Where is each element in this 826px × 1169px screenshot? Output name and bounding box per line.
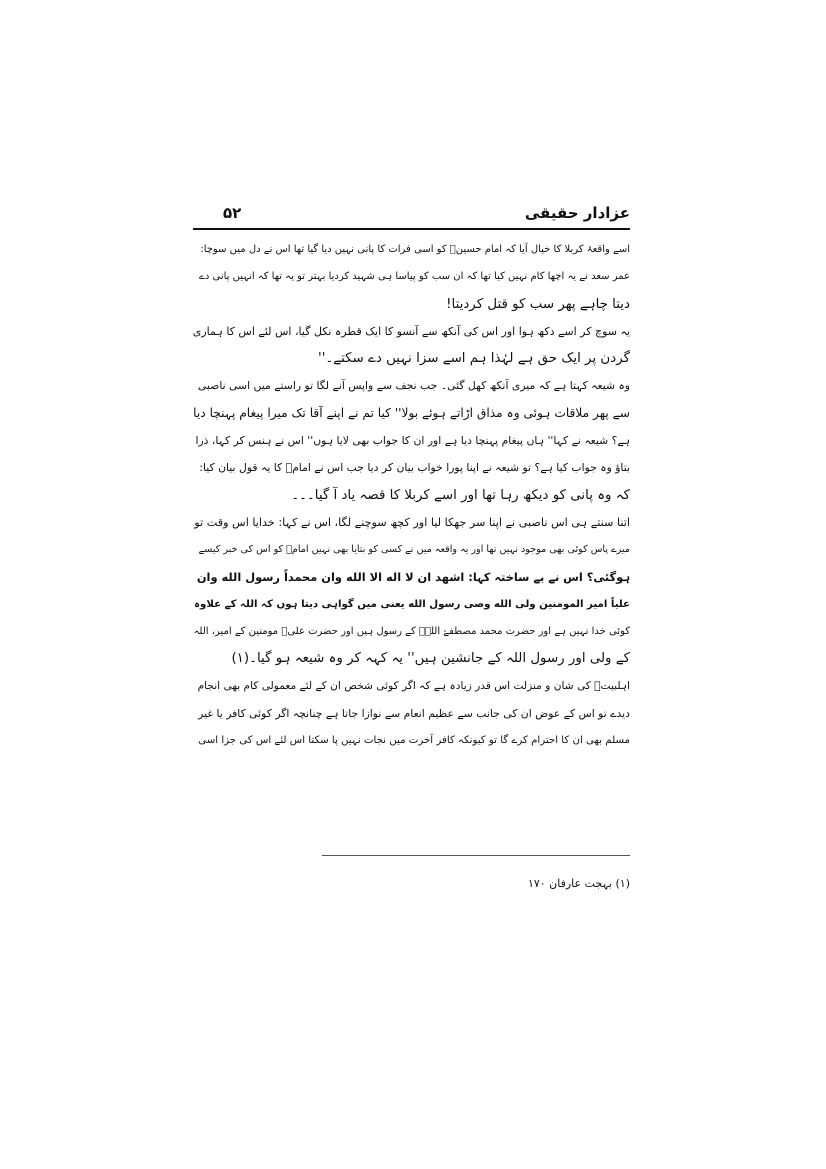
text-line: علياً امير المومنين ولى الله وصى رسول الله یعنی میں گواہی دیتا ہوں کہ اللہ کے علاوہ bbox=[194, 598, 630, 610]
text-line: کوئی خدا نہیں ہے اور حضرت محمد مصطفےٰ اللہؐ کے رسول ہیں اور حضرت علیؑ مومنین کے امیر، اللہ bbox=[193, 626, 630, 638]
page-header bbox=[193, 203, 630, 227]
text-line: وہ شیعہ کہتا ہے کہ میری آنکھ کھل گئی۔ جب نجف سے واپس آنے لگا تو راستے میں اسی ناصبی bbox=[197, 379, 630, 393]
text-line: دیتا چاہے پھر سب کو قتل کردیتا! bbox=[446, 296, 630, 312]
text-line: کہ وہ پانی کو دیکھ رہا تھا اور اسے کربلا کا قصہ یاد آ گیا۔۔۔ bbox=[291, 487, 630, 503]
header-rule bbox=[193, 228, 630, 230]
text-line: اتنا سنتے ہی اس ناصبی نے اپنا سر جھکا لیا اور کچھ سوچنے لگا، اس نے کہا: خدایا اس وقت تو bbox=[194, 515, 630, 529]
text-line: گردن پر ایک حق ہے لہٰذا ہم اسے سزا نہیں دے سکتے۔'' bbox=[318, 351, 630, 367]
page-number: ۵۲ bbox=[223, 204, 242, 222]
text-line: ہوگئی؟ اس نے بے ساختہ کہا: اشهد ان لا اله الا الله وان محمداً رسول الله وان bbox=[196, 569, 630, 584]
text-line: عمر سعد نے یہ اچھا کام نہیں کیا تھا کہ ان سب کو پیاسا ہی شہید کردیا بہتر تو یہ تھا کہ انہیں پانی دے bbox=[199, 271, 630, 283]
body-text bbox=[193, 236, 630, 755]
text-line: دیدے تو اس کے عوض ان کی جانب سے عظیم انعام سے نوازا جاتا ہے چنانچہ اگر کوئی کافر یا غیر bbox=[198, 707, 630, 721]
book-title: عزادار حقیقی bbox=[524, 204, 630, 222]
text-line: میرے پاس کوئی بھی موجود نہیں تھا اور یہ واقعہ میں نے کسی کو بتایا بھی نہیں امامؑ کو اس کی خبر کیسے bbox=[198, 544, 630, 556]
text-line: یہ سوچ کر اسے دکھ ہوا اور اس کی آنکھ سے آنسو کا ایک قطرہ نکل گیا، اس لئے اس کا ہماری bbox=[193, 324, 630, 338]
text-line: کے ولی اور رسول اللہ کے جانشین ہیں'' یہ کہہ کر وہ شیعہ ہو گیا۔(۱) bbox=[231, 651, 630, 667]
text-line: ہے؟ شیعہ نے کہا'' ہاں پیغام پہنچا دیا ہے اور ان کا جواب بھی لایا ہوں'' اس نے ہنس کر کہا، ذرا bbox=[195, 434, 630, 448]
text-line: اہلبیتؑ کی شان و منزلت اس قدر زیادہ ہے کہ اگر کوئی شخص ان کے لئے معمولی کام بھی انجام bbox=[197, 679, 630, 692]
text-line: مسلم بھی ان کا احترام کرے گا تو کیونکہ کافر آخرت میں نجات نہیں پا سکتا اس لئے اس کی جزا اسی bbox=[198, 735, 630, 747]
footnote: (۱) بہجت عارفان ۱۷۰ bbox=[527, 877, 630, 890]
text-line: اسے واقعۂ کربلا کا خیال آیا کہ امام حسینؑ کو اسی فرات کا پانی نہیں دیا گیا تھا اس نے دل میں سوچا: bbox=[200, 244, 630, 255]
text-line: بتاؤ وہ جواب کیا ہے؟ تو شیعہ نے اپنا پورا خواب بیان کر دیا جب اس نے امامؑ کا یہ قول بیان کیا: bbox=[199, 461, 630, 475]
text-line: سے پھر ملاقات ہوئی وہ مذاق اڑاتے ہوئے بولا'' کیا تم نے اپنے آقا تک میرا پیغام پہنچا دیا bbox=[193, 405, 630, 420]
footnote-rule bbox=[322, 855, 630, 856]
